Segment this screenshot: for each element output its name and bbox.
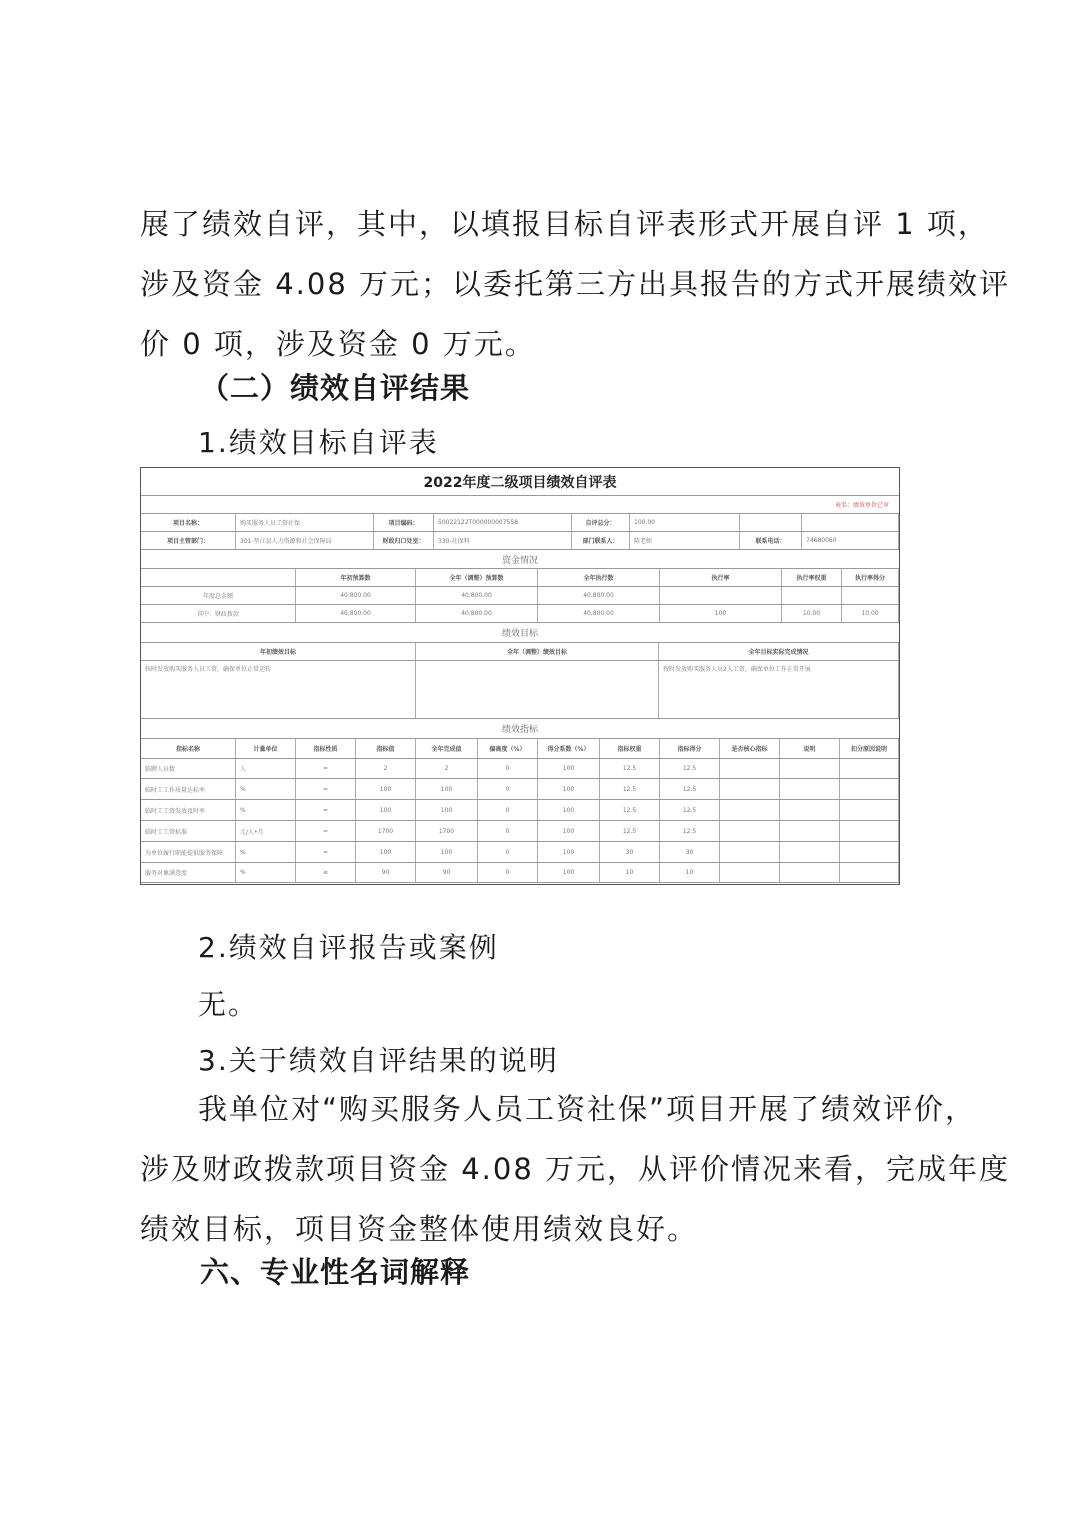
funds-section-title: 资金情况	[501, 555, 538, 566]
table-cell: 0	[478, 821, 538, 841]
table-cell: 项目主管部门：	[141, 532, 236, 549]
table-cell	[802, 514, 899, 531]
table-cell: 100	[356, 779, 416, 799]
table-cell: 100	[356, 842, 416, 862]
table-cell: =	[296, 779, 356, 799]
table-cell	[840, 863, 899, 882]
table-cell: 执行率	[660, 569, 782, 586]
none-text: 无。	[198, 988, 259, 1021]
table-cell: 0	[478, 759, 538, 778]
table-cell: 40,800.00	[538, 587, 660, 604]
table-cell: 301-垫江县人力资源和社会保障局	[236, 532, 374, 549]
table-cell	[720, 821, 780, 841]
table-cell: 100	[416, 800, 478, 820]
table-cell: 100	[538, 759, 600, 778]
table-cell: 元/人•月	[236, 821, 296, 841]
table-cell: 按时发放购买服务人员2人工资，确保单位工作正常开展	[659, 661, 899, 718]
table-cell	[720, 842, 780, 862]
table-cell: 计量单位	[236, 739, 296, 758]
table-cell: 全年（调整）绩效目标	[416, 643, 659, 660]
table-cell: 0	[478, 863, 538, 882]
table-cell: =	[296, 800, 356, 820]
info-row-1	[141, 514, 899, 532]
table-cell: 项目名称：	[141, 514, 236, 531]
indicator-row	[141, 842, 899, 863]
section-title-self-evaluation: （二）绩效自评结果	[200, 371, 471, 405]
table-cell: 临时工工资标准	[141, 821, 236, 841]
table-cell: 偏离度（%）	[478, 739, 538, 758]
table-cell: 全年完成值	[416, 739, 478, 758]
table-cell: 全年（调整）预算数	[416, 569, 538, 586]
indicator-row	[141, 759, 899, 779]
table-cell: 2	[416, 759, 478, 778]
table-cell: 指标性质	[296, 739, 356, 758]
table-cell: 2	[356, 759, 416, 778]
table-cell: 74680060	[802, 532, 899, 549]
table-cell: 临时工工资发放及时率	[141, 800, 236, 820]
table-cell: 联系电话：	[740, 532, 802, 549]
table-cell: 扣分原因说明	[840, 739, 899, 758]
table-cell: %	[236, 779, 296, 799]
indicator-row	[141, 779, 899, 800]
table-cell	[780, 800, 840, 820]
explain-line-3: 绩效目标，项目资金整体使用绩效良好。	[140, 1212, 699, 1246]
goals-header-row	[141, 643, 899, 661]
table-cell: 30	[600, 842, 660, 862]
table-cell	[720, 779, 780, 799]
table-cell: 10	[600, 863, 660, 882]
table-cell	[840, 800, 899, 820]
funds-row	[141, 587, 899, 605]
table-cell	[141, 569, 296, 586]
table-cell: 40,800.00	[416, 605, 538, 622]
table-cell: 1700	[356, 821, 416, 841]
table-cell: 100	[538, 779, 600, 799]
table-cell: 年度总金额	[141, 587, 296, 604]
table-cell: 全年目标实际完成情况	[659, 643, 899, 660]
table-cell	[660, 587, 782, 604]
section-6-title: 六、专业性名词解释	[200, 1255, 471, 1289]
table-cell: 年初绩效目标	[141, 643, 416, 660]
table-cell: 100	[356, 800, 416, 820]
item-1-title: 1.绩效目标自评表	[198, 426, 439, 459]
table-cell: 购买服务人员工资社保	[236, 514, 374, 531]
table-cell	[740, 514, 802, 531]
table-cell: 部门联系人：	[572, 532, 630, 549]
table-cell: ≥	[296, 863, 356, 882]
table-cell	[720, 800, 780, 820]
table-unit-note: 表名：绩效单位已审	[834, 502, 889, 509]
table-cell: 100	[538, 821, 600, 841]
table-cell: 10.00	[842, 605, 899, 622]
table-cell: 指标名称	[141, 739, 236, 758]
table-cell: 40,800.00	[416, 587, 538, 604]
table-cell: %	[236, 800, 296, 820]
table-cell: 40,800.00	[296, 587, 416, 604]
table-cell	[840, 759, 899, 778]
table-cell: 1700	[416, 821, 478, 841]
table-cell: 0	[478, 800, 538, 820]
intro-line-1: 展了绩效自评，其中，以填报目标自评表形式开展自评 1 项，	[140, 207, 989, 241]
intro-line-2: 涉及资金 4.08 万元；以委托第三方出具报告的方式开展绩效评	[140, 267, 1011, 301]
table-cell: 全年执行数	[538, 569, 660, 586]
table-cell: 90	[356, 863, 416, 882]
table-cell: 人	[236, 759, 296, 778]
table-cell: 12.5	[600, 800, 660, 820]
table-cell: 100	[538, 800, 600, 820]
table-cell	[416, 661, 659, 718]
indicator-row	[141, 863, 899, 883]
table-cell: 100	[538, 842, 600, 862]
table-cell: 100	[416, 842, 478, 862]
table-cell: %	[236, 863, 296, 882]
table-cell: 100	[538, 863, 600, 882]
table-cell: 陈老师	[630, 532, 740, 549]
item-3-title: 3.关于绩效自评结果的说明	[198, 1044, 559, 1077]
table-cell: 其中：财政拨款	[141, 605, 296, 622]
table-cell: 12.5	[660, 800, 720, 820]
intro-paragraph	[140, 194, 1011, 374]
table-cell	[840, 821, 899, 841]
info-row-2	[141, 532, 899, 550]
table-cell: 按时发放购买服务人员工资，确保单位正常运转	[141, 661, 416, 718]
table-cell: 执行率得分	[842, 569, 899, 586]
funds-header-row	[141, 569, 899, 587]
table-cell: 10.00	[782, 605, 842, 622]
table-cell: 12.5	[600, 821, 660, 841]
goals-section-title: 绩效目标	[501, 629, 538, 639]
explain-paragraph	[140, 1079, 1011, 1259]
table-cell: 说明	[780, 739, 840, 758]
goals-text-row	[141, 661, 899, 719]
table-cell: 330-社保科	[434, 532, 572, 549]
indicator-row	[141, 800, 899, 821]
table-cell: =	[296, 842, 356, 862]
table-cell	[840, 779, 899, 799]
table-cell: 50022122T000000007558	[434, 514, 572, 531]
table-cell: 临聘人员数	[141, 759, 236, 778]
table-cell: 40,800.00	[296, 605, 416, 622]
table-cell: 项目编码：	[374, 514, 434, 531]
self-evaluation-table	[140, 467, 900, 885]
table-cell: 90	[416, 863, 478, 882]
table-cell: 0	[478, 779, 538, 799]
table-cell: 12.5	[660, 821, 720, 841]
table-cell: 12.5	[600, 759, 660, 778]
table-cell	[780, 759, 840, 778]
table-cell: 12.5	[660, 759, 720, 778]
indicator-header-row	[141, 739, 899, 759]
table-cell: 指标值	[356, 739, 416, 758]
explain-line-1: 我单位对“购买服务人员工资社保”项目开展了绩效评价，	[198, 1092, 977, 1126]
table-cell: 12.5	[660, 779, 720, 799]
table-cell: 100	[416, 779, 478, 799]
table-cell: 0	[478, 842, 538, 862]
intro-line-3: 价 0 项，涉及资金 0 万元。	[140, 327, 536, 361]
table-cell	[720, 759, 780, 778]
funds-row	[141, 605, 899, 623]
table-cell	[782, 587, 842, 604]
table-cell: =	[296, 821, 356, 841]
table-cell	[720, 863, 780, 882]
table-cell: 12.5	[600, 779, 660, 799]
table-title: 2022年度二级项目绩效自评表	[423, 474, 617, 491]
table-cell: 100	[660, 605, 782, 622]
table-cell: 年初预算数	[296, 569, 416, 586]
table-cell: =	[296, 759, 356, 778]
item-2-title: 2.绩效自评报告或案例	[198, 931, 499, 964]
table-cell: 得分系数（%）	[538, 739, 600, 758]
table-cell	[842, 587, 899, 604]
table-cell: 临时工工作质量达标率	[141, 779, 236, 799]
table-cell: 为单位履行职能提供服务保障	[141, 842, 236, 862]
table-cell: 指标得分	[660, 739, 720, 758]
table-cell: 10	[660, 863, 720, 882]
table-cell	[780, 842, 840, 862]
table-cell	[780, 779, 840, 799]
table-cell: 执行率权重	[782, 569, 842, 586]
table-cell: 服务对象满意度	[141, 863, 236, 882]
table-cell	[780, 863, 840, 882]
table-cell: %	[236, 842, 296, 862]
table-cell: 100.00	[630, 514, 740, 531]
table-cell: 指标权重	[600, 739, 660, 758]
table-cell: 30	[660, 842, 720, 862]
indicators-section-title: 绩效指标	[501, 725, 538, 735]
table-cell	[780, 821, 840, 841]
table-cell: 40,800.00	[538, 605, 660, 622]
indicator-row	[141, 821, 899, 842]
table-cell	[840, 842, 899, 862]
table-cell: 自评总分：	[572, 514, 630, 531]
explain-line-2: 涉及财政拨款项目资金 4.08 万元，从评价情况来看，完成年度	[140, 1152, 1011, 1186]
table-cell: 是否核心指标	[720, 739, 780, 758]
table-cell: 财政归口处室：	[374, 532, 434, 549]
